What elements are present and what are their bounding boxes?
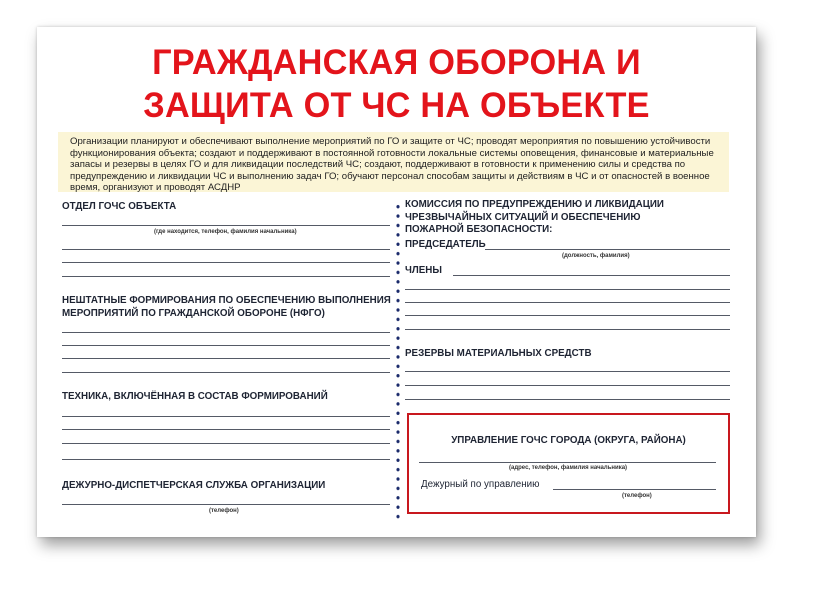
reserves-fill-line[interactable] (405, 399, 730, 400)
chairman-label: ПРЕДСЕДАТЕЛЬ (405, 239, 486, 250)
nfgo-fill-line[interactable] (62, 345, 390, 346)
gochs-fill-line[interactable] (62, 249, 390, 250)
members-label: ЧЛЕНЫ (405, 265, 442, 276)
dotted-divider (396, 202, 400, 524)
gochs-fill-line[interactable] (62, 262, 390, 263)
nfgo-fill-line[interactable] (62, 358, 390, 359)
commission-heading-line-3: ПОЖАРНОЙ БЕЗОПАСНОСТИ: (405, 224, 553, 235)
poster (37, 27, 756, 537)
members-fill-line[interactable] (405, 329, 730, 330)
dispatch-service-heading: ДЕЖУРНО-ДИСПЕТЧЕРСКАЯ СЛУЖБА ОРГАНИЗАЦИИ (62, 480, 326, 491)
duty-officer-fill-line[interactable] (553, 489, 716, 490)
title-line-2: ЗАЩИТА ОТ ЧС НА ОБЪЕКТЕ (143, 86, 650, 125)
equipment-fill-line[interactable] (62, 416, 390, 417)
commission-heading-line-1: КОМИССИЯ ПО ПРЕДУПРЕЖДЕНИЮ И ЛИКВИДАЦИИ (405, 199, 664, 210)
equipment-fill-line[interactable] (62, 429, 390, 430)
city-gochs-caption: (адрес, телефон, фамилия начальника) (509, 465, 628, 471)
nfgo-heading-line-2: МЕРОПРИЯТИЙ ПО ГРАЖДАНСКОЙ ОБОРОНЕ (НФГО) (62, 307, 325, 319)
members-fill-line[interactable] (453, 275, 730, 276)
duty-officer-label: Дежурный по управлению (421, 479, 540, 490)
gochs-fill-line[interactable] (62, 276, 390, 277)
equipment-heading: ТЕХНИКА, ВКЛЮЧЁННАЯ В СОСТАВ ФОРМИРОВАНИЙ (62, 391, 328, 402)
dispatch-fill-line[interactable] (62, 504, 390, 505)
nfgo-heading (62, 295, 391, 320)
reserves-fill-line[interactable] (405, 371, 730, 372)
reserves-fill-line[interactable] (405, 385, 730, 386)
members-fill-line[interactable] (405, 289, 730, 290)
poster-title (44, 41, 749, 127)
chairman-caption: (должность, фамилия) (562, 253, 630, 259)
reserves-heading: РЕЗЕРВЫ МАТЕРИАЛЬНЫХ СРЕДСТВ (405, 348, 592, 359)
gochs-department-heading: ОТДЕЛ ГОЧС ОБЪЕКТА (62, 201, 177, 212)
equipment-fill-line[interactable] (62, 443, 390, 444)
dispatch-caption: (телефон) (209, 508, 239, 514)
members-fill-line[interactable] (405, 315, 730, 316)
members-fill-line[interactable] (405, 302, 730, 303)
city-gochs-heading: УПРАВЛЕНИЕ ГОЧС ГОРОДА (ОКРУГА, РАЙОНА) (451, 435, 686, 446)
title-line-1: ГРАЖДАНСКАЯ ОБОРОНА И (152, 43, 641, 82)
city-gochs-box (407, 413, 730, 514)
nfgo-fill-line[interactable] (62, 372, 390, 373)
commission-heading (405, 199, 664, 237)
city-gochs-fill-line[interactable] (419, 462, 716, 463)
intro-text: Организации планируют и обеспечивают выполнение мероприятий по ГО и защите от ЧС; проводят мероприятия по повышению устойчивости функционирования объекта; создают и поддерживают в постоянной готовности локальные системы оповещения, финансовые и материальные запасы и резервы в целях ГО и для ликвидации последствий ЧС; создают, поддерживают в готовности к применению силы и средства по предупреждению и ликвидации ЧС и выполнению задач ГО; обучают персонал способам защиты и действиям в ЧС и от опасностей в военное время, организуют и проводят АСДНР (58, 132, 729, 192)
duty-officer-caption: (телефон) (622, 493, 652, 499)
chairman-fill-line[interactable] (485, 249, 730, 250)
nfgo-fill-line[interactable] (62, 332, 390, 333)
commission-heading-line-2: ЧРЕЗВЫЧАЙНЫХ СИТУАЦИЙ И ОБЕСПЕЧЕНИЮ (405, 211, 641, 223)
gochs-fill-line[interactable] (62, 225, 390, 226)
nfgo-heading-line-1: НЕШТАТНЫЕ ФОРМИРОВАНИЯ ПО ОБЕСПЕЧЕНИЮ ВЫПОЛНЕНИЯ (62, 295, 391, 306)
equipment-fill-line[interactable] (62, 459, 390, 460)
gochs-caption: (где находится, телефон, фамилия начальника) (154, 229, 297, 235)
